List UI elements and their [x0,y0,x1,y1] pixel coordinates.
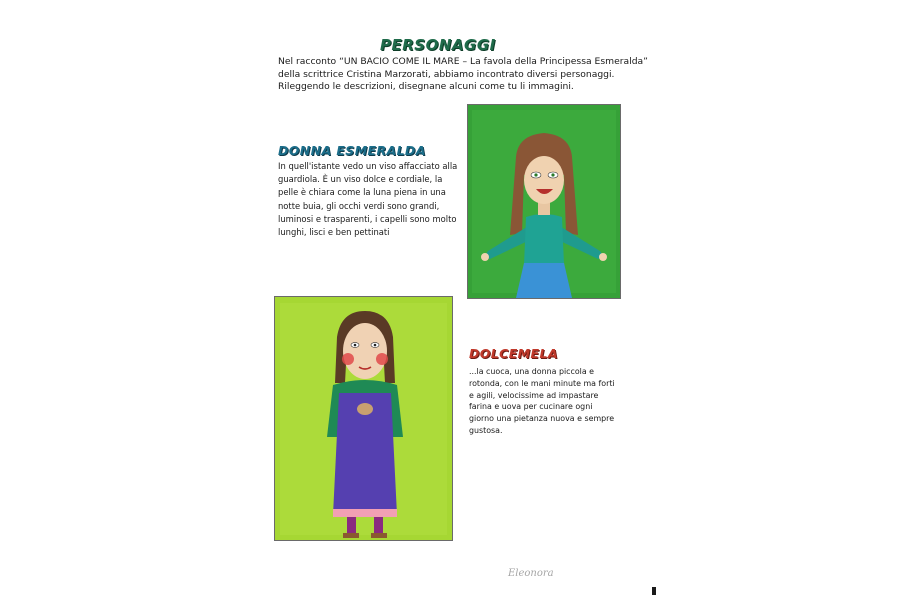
description-line: luminosi e trasparenti, i capelli sono molto [278,213,457,224]
intro-text [278,56,648,94]
page-mark [652,587,656,595]
character2-description [469,366,619,437]
donna-esmeralda-drawing [467,104,621,299]
description-line: guardiola. È un viso dolce e cordiale, la [278,174,443,185]
description-line: In quell'istante vedo un viso affacciato alla [278,161,458,171]
description-line: giorno una pietanza nuova e sempre [469,414,615,424]
intro-line: della scrittrice Cristina Marzorati, abbiamo incontrato diversi personaggi. [278,68,615,80]
page-title: PERSONAGGI [380,36,496,54]
signature: Eleonora [508,568,554,579]
description-line: pelle è chiara come la luna piena in una [278,187,446,198]
description-line: farina e uova per cucinare ogni [469,402,593,412]
description-line: e agili, velocissime ad impastare [469,390,599,400]
character1-description [278,160,456,239]
description-line: ...la cuoca, una donna piccola e [469,367,595,376]
intro-line: Nel racconto “UN BACIO COME IL MARE – La favola della Principessa Esmeralda” [278,56,648,67]
intro-line: Rileggendo le descrizioni, disegnane alcuni come tu li immagini. [278,81,574,92]
description-line: rotonda, con le mani minute ma forti [469,378,615,388]
description-line: lunghi, lisci e ben pettinati [278,227,390,238]
character1-heading: DONNA ESMERALDA [278,143,426,158]
character2-heading: DOLCEMELA [469,346,558,361]
description-line: notte buia, gli occhi verdi sono grandi, [278,200,440,211]
dolcemela-drawing [274,296,453,541]
description-line: gustosa. [469,425,503,435]
